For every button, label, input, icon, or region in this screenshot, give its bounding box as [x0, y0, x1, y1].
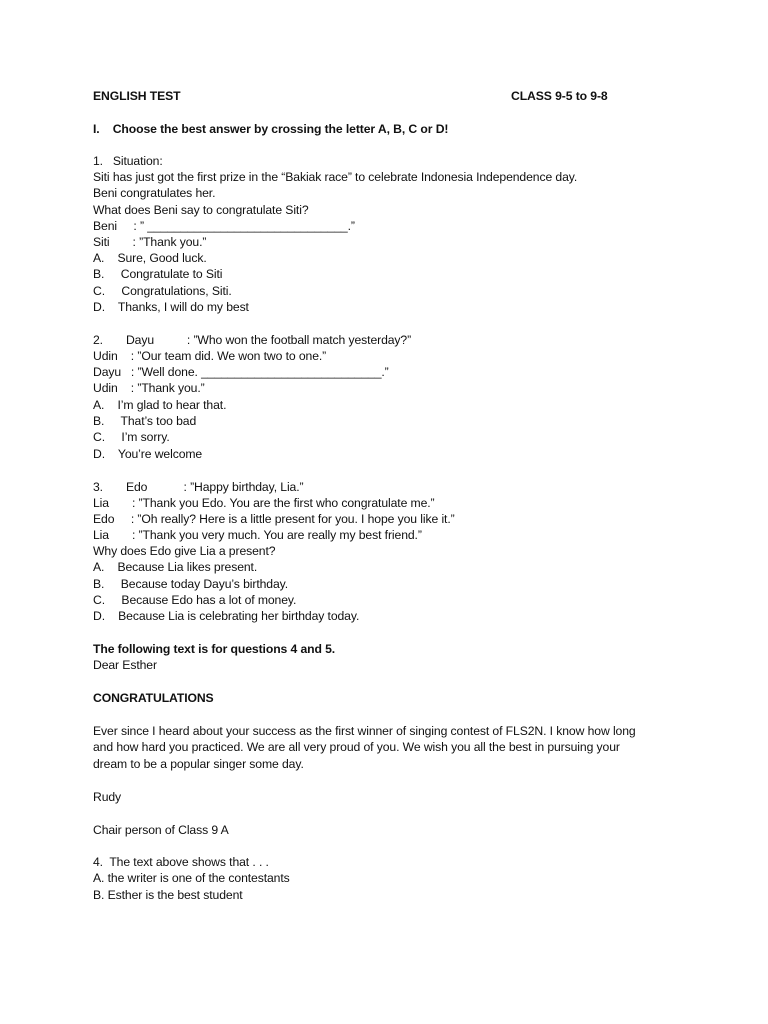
q3-line: Lia : ”Thank you very much. You are really my best friend.”	[93, 528, 422, 542]
q1-option-b: B. Congratulate to Siti	[93, 267, 223, 281]
q3-option-a: A. Because Lia likes present.	[93, 560, 258, 574]
q2-line: Udin : ”Thank you.”	[93, 381, 205, 395]
q3-line: Edo : ”Oh really? Here is a little present for you. I hope you like it.”	[93, 512, 455, 526]
q3-option-b: B. Because today Dayu’s birthday.	[93, 577, 289, 591]
class-label: CLASS 9-5 to 9-8	[511, 89, 608, 103]
q1-line: Beni : ” ______________________________.”	[93, 219, 355, 233]
text-intro: The following text is for questions 4 and 5.	[93, 642, 336, 656]
q3-option-c: C. Because Edo has a lot of money.	[93, 593, 297, 607]
q2-option-a: A. I’m glad to hear that.	[93, 398, 227, 412]
letter-greeting: Dear Esther	[93, 658, 157, 672]
q3-option-d: D. Because Lia is celebrating her birthday today.	[93, 609, 360, 623]
q1-heading: 1. Situation:	[93, 154, 163, 168]
q1-option-a: A. Sure, Good luck.	[93, 251, 207, 265]
q3-line: 3. Edo : ”Happy birthday, Lia.”	[93, 480, 304, 494]
q1-line: What does Beni say to congratulate Siti?	[93, 203, 309, 217]
q1-option-d: D. Thanks, I will do my best	[93, 300, 249, 314]
instruction: I. Choose the best answer by crossing the letter A, B, C or D!	[93, 122, 449, 136]
q1-option-c: C. Congratulations, Siti.	[93, 284, 232, 298]
letter-body-line: Ever since I heard about your success as the first winner of singing contest of FLS2N. I know how long	[93, 724, 636, 738]
q4-option-a: A. the writer is one of the contestants	[93, 871, 290, 885]
q2-option-b: B. That’s too bad	[93, 414, 197, 428]
letter-heading: CONGRATULATIONS	[93, 691, 214, 705]
q1-line: Beni congratulates her.	[93, 186, 216, 200]
q3-line: Why does Edo give Lia a present?	[93, 544, 276, 558]
q2-line: 2. Dayu : ”Who won the football match yesterday?”	[93, 333, 412, 347]
q4-question: 4. The text above shows that . . .	[93, 855, 269, 869]
letter-sender-title: Chair person of Class 9 A	[93, 823, 229, 837]
test-title: ENGLISH TEST	[93, 89, 181, 103]
q2-line: Udin : ”Our team did. We won two to one.”	[93, 349, 327, 363]
letter-body-line: dream to be a popular singer some day.	[93, 757, 304, 771]
q4-option-b: B. Esther is the best student	[93, 888, 243, 902]
q2-line: Dayu : ”Well done. ___________________________.”	[93, 365, 389, 379]
q2-option-c: C. I’m sorry.	[93, 430, 170, 444]
letter-sender: Rudy	[93, 790, 122, 804]
q3-line: Lia : ”Thank you Edo. You are the first who congratulate me.”	[93, 496, 435, 510]
letter-body-line: and how hard you practiced. We are all very proud of you. We wish you all the best in pursuing your	[93, 740, 620, 754]
q1-line: Siti has just got the first prize in the “Bakiak race” to celebrate Indonesia Independence day.	[93, 170, 578, 184]
q1-line: Siti : ”Thank you.”	[93, 235, 207, 249]
q2-option-d: D. You’re welcome	[93, 447, 203, 461]
